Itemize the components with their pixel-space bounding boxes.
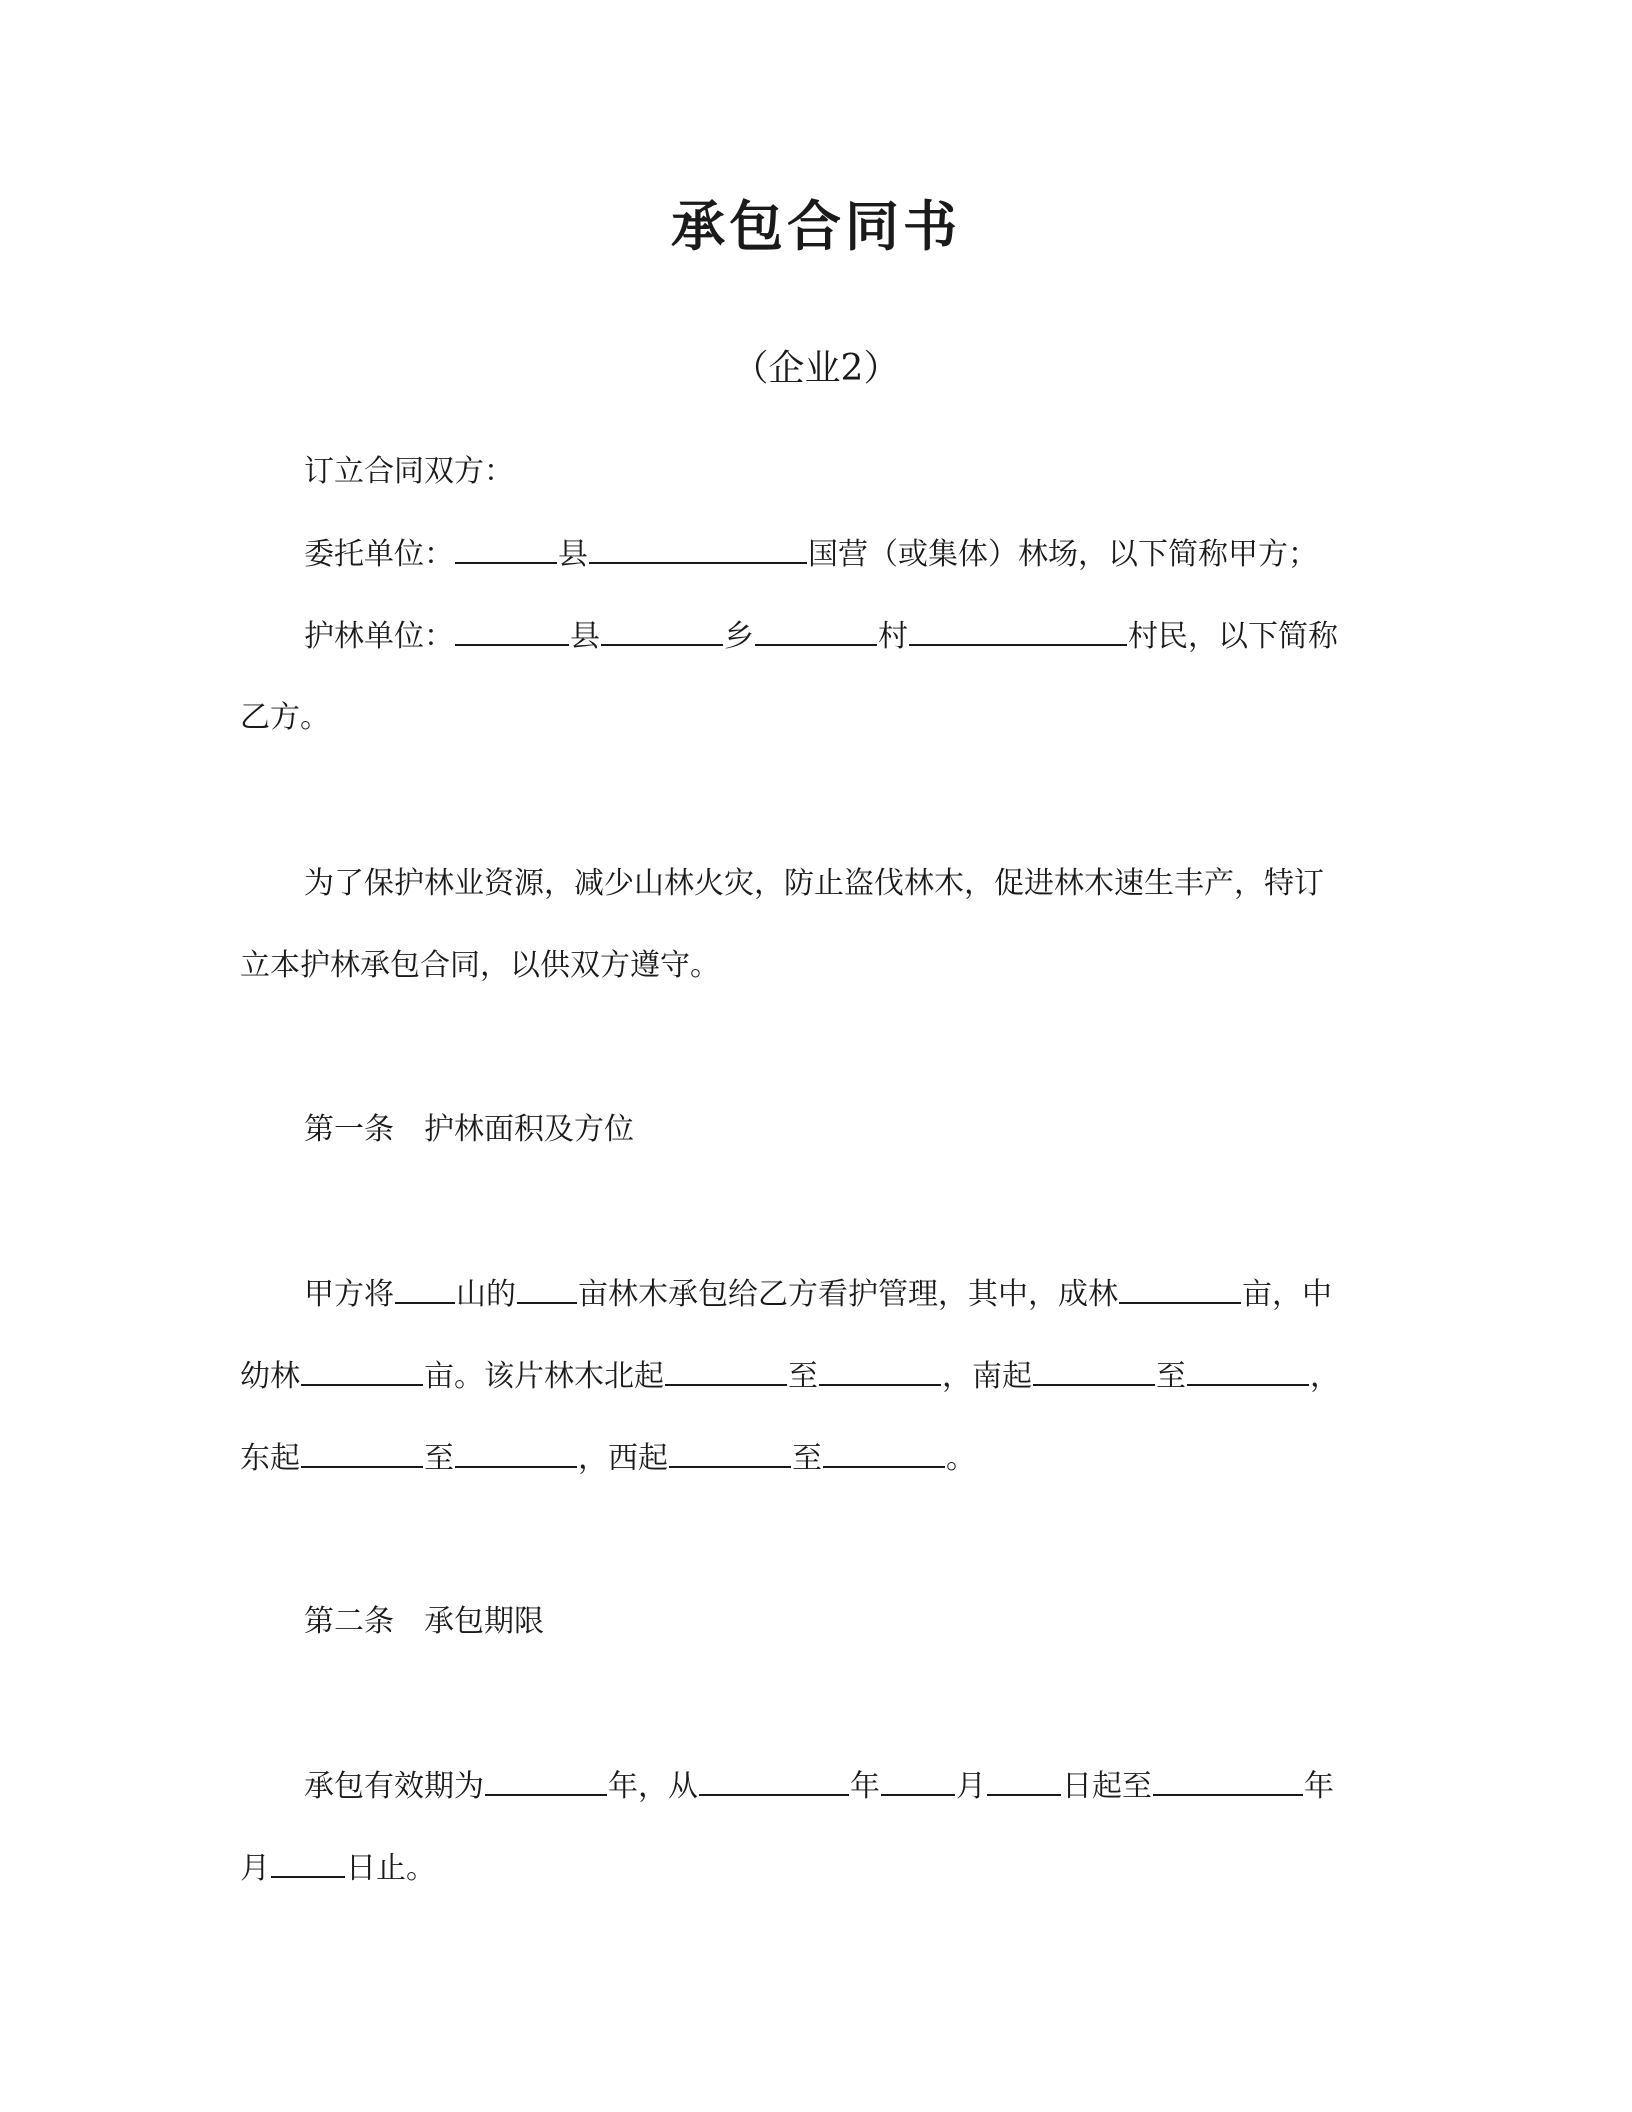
blank-field bbox=[301, 1436, 423, 1468]
blank-field bbox=[699, 1764, 849, 1796]
blank-field bbox=[755, 614, 877, 646]
blank-field bbox=[1187, 1354, 1309, 1386]
article-1-line-1: 甲方将 山的 亩林木承包给乙方看护管理，其中，成林 亩，中 bbox=[240, 1272, 1454, 1317]
parties-heading: 订立合同双方： bbox=[304, 454, 514, 489]
party-b-label: 护林单位： bbox=[304, 619, 454, 654]
party-b-line: 护林单位： 县 乡 村 村民，以下简称 bbox=[240, 614, 1454, 659]
blank-field bbox=[665, 1354, 787, 1386]
blank-field bbox=[987, 1764, 1061, 1796]
document-title: 承包合同书 bbox=[671, 195, 961, 258]
blank-field bbox=[517, 1272, 577, 1304]
blank-field bbox=[485, 1764, 607, 1796]
blank-field bbox=[881, 1764, 955, 1796]
purpose-line-1: 为了保护林业资源，减少山林火灾，防止盗伐林木，促进林木速生丰产，特订 bbox=[304, 866, 1324, 901]
blank-field bbox=[455, 614, 569, 646]
blank-field bbox=[395, 1272, 455, 1304]
blank-field bbox=[601, 614, 723, 646]
blank-field bbox=[1119, 1272, 1241, 1304]
blank-field bbox=[669, 1436, 791, 1468]
party-a-label: 委托单位： bbox=[304, 537, 454, 572]
article-2-line-1: 承包有效期为 年，从 年 月 日起至 年 bbox=[240, 1764, 1454, 1809]
blank-field bbox=[271, 1846, 345, 1878]
blank-field bbox=[1153, 1764, 1303, 1796]
article-1-number: 第一条 bbox=[304, 1112, 394, 1147]
article-2-line-2: 月 日止。 bbox=[240, 1846, 1390, 1891]
article-2-number: 第二条 bbox=[304, 1604, 394, 1639]
party-a-line: 委托单位： 县 国营（或集体）林场，以下简称甲方； bbox=[240, 532, 1454, 577]
party-b-tail: 乙方。 bbox=[240, 700, 330, 735]
article-1-title: 护林面积及方位 bbox=[424, 1112, 634, 1147]
blank-field bbox=[1033, 1354, 1155, 1386]
blank-field bbox=[455, 532, 557, 564]
document-subtitle: （企业2） bbox=[732, 348, 900, 389]
blank-field bbox=[909, 614, 1127, 646]
blank-field bbox=[455, 1436, 577, 1468]
article-1-heading bbox=[240, 1108, 1454, 1152]
blank-field bbox=[301, 1354, 423, 1386]
purpose-line-2: 立本护林承包合同，以供双方遵守。 bbox=[240, 948, 720, 983]
article-1-line-2: 幼林 亩。该片林木北起 至 ，南起 至 ， bbox=[240, 1354, 1390, 1399]
article-2-title: 承包期限 bbox=[424, 1604, 544, 1639]
article-2-heading bbox=[240, 1600, 1454, 1644]
blank-field bbox=[819, 1354, 941, 1386]
blank-field bbox=[823, 1436, 945, 1468]
blank-field bbox=[589, 532, 807, 564]
article-1-line-3: 东起 至 ，西起 至 。 bbox=[240, 1436, 1390, 1481]
